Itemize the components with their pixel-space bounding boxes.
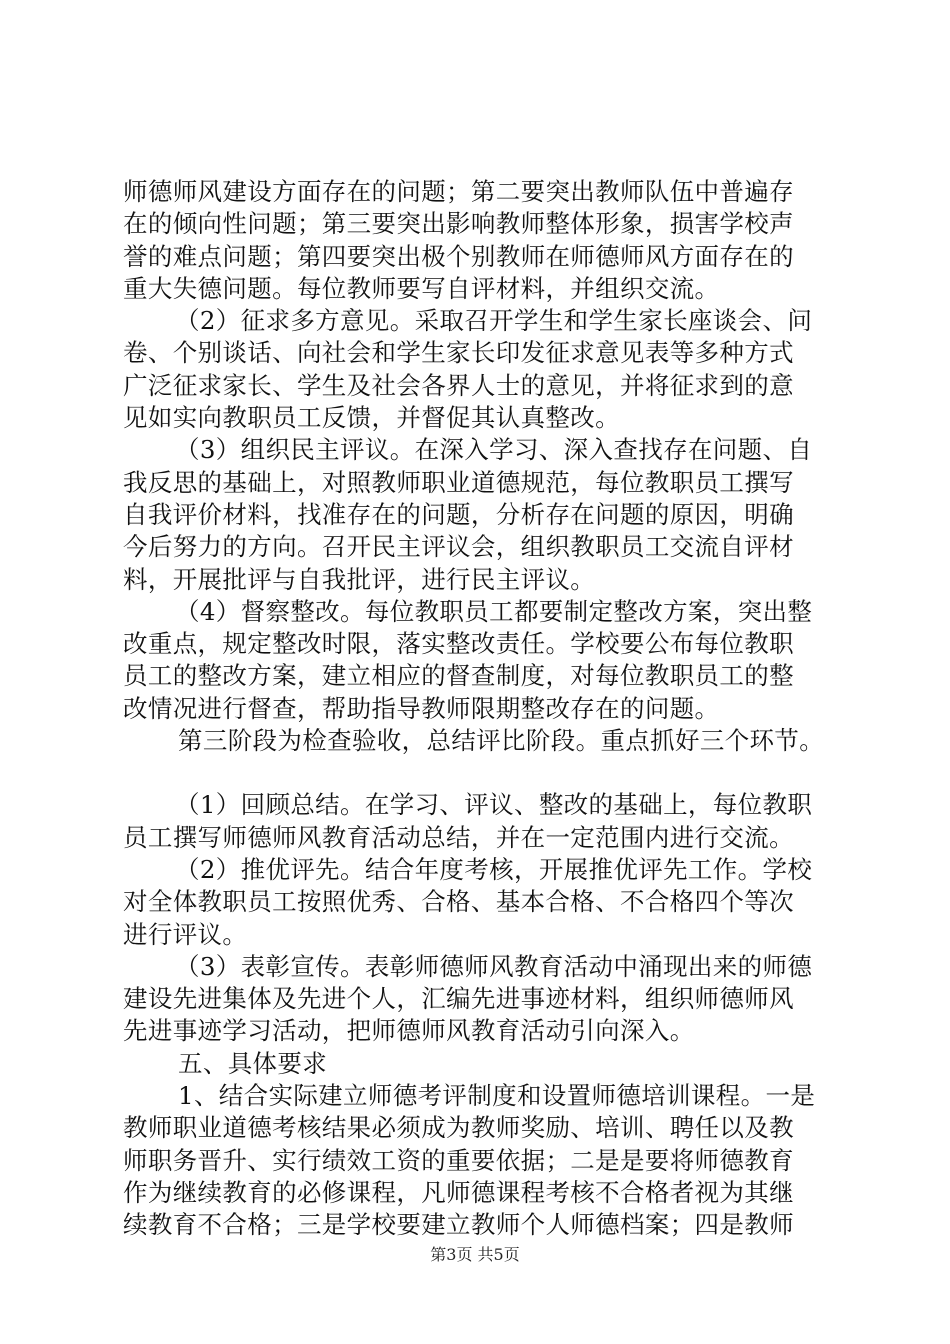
paragraph-start-line: （4）督察整改。每位教职员工都要制定整改方案，突出整 (175, 596, 813, 626)
text-line: 师职务晋升、实行绩效工资的重要依据；二是是要将师德教育 (123, 1145, 794, 1175)
text-line: 先进事迹学习活动，把师德师风教育活动引向深入。 (123, 1016, 695, 1046)
text-line: 改情况进行督查，帮助指导教师限期整改存在的问题。 (123, 693, 720, 723)
paragraph-start-line: （2）征求多方意见。采取召开学生和学生家长座谈会、问 (175, 306, 813, 336)
text-line: 广泛征求家长、学生及社会各界人士的意见，并将征求到的意 (123, 370, 794, 400)
text-line: 重大失德问题。每位教师要写自评材料，并组织交流。 (123, 273, 720, 303)
paragraph-start-line: （1）回顾总结。在学习、评议、整改的基础上，每位教职 (175, 790, 813, 820)
text-line: 续教育不合格；三是学校要建立教师个人师德档案；四是教师 (123, 1210, 794, 1240)
page-footer: 第3页 共5页 (430, 1245, 520, 1264)
text-line: 见如实向教职员工反馈，并督促其认真整改。 (123, 403, 620, 433)
text-line: 对全体教职员工按照优秀、合格、基本合格、不合格四个等次 (123, 887, 794, 917)
text-line: 自我评价材料，找准存在的问题，分析存在问题的原因，明确 (123, 499, 794, 529)
text-line: 建设先进集体及先进个人，汇编先进事迹材料，组织师德师风 (123, 984, 794, 1014)
paragraph-start-line: （2）推优评先。结合年度考核，开展推优评先工作。学校 (175, 854, 813, 884)
paragraph-start-line: （3）组织民主评议。在深入学习、深入查找存在问题、自 (175, 435, 813, 465)
text-line: 改重点，规定整改时限，落实整改责任。学校要公布每位教职 (123, 629, 794, 659)
document-body (123, 176, 843, 1242)
section-heading-stage-3: 第三阶段为检查验收，总结评比阶段。重点抓好三个环节。 (178, 726, 825, 756)
text-line: 卷、个别谈话、向社会和学生家长印发征求意见表等多种方式 (123, 338, 794, 368)
paragraph-start-line: （3）表彰宣传。表彰师德师风教育活动中涌现出来的师德 (175, 951, 813, 981)
text-line: 教师职业道德考核结果必须成为教师奖励、培训、聘任以及教 (123, 1113, 794, 1143)
text-line: 作为继续教育的必修课程，凡师德课程考核不合格者视为其继 (123, 1177, 794, 1207)
text-line: 誉的难点问题；第四要突出极个别教师在师德师风方面存在的 (123, 241, 794, 271)
text-line: 料，开展批评与自我批评，进行民主评议。 (123, 564, 596, 594)
text-line: 今后努力的方向。召开民主评议会，组织教职员工交流自评材 (123, 532, 794, 562)
text-line: 我反思的基础上，对照教师职业道德规范，每位教职员工撰写 (123, 467, 794, 497)
paragraph-start-line: 1、结合实际建立师德考评制度和设置师德培训课程。一是 (178, 1081, 816, 1111)
text-line: 进行评议。 (123, 919, 248, 949)
text-line: 在的倾向性问题；第三要突出影响教师整体形象，损害学校声 (123, 209, 794, 239)
section-heading-requirements: 五、具体要求 (178, 1048, 328, 1078)
text-line: 员工撰写师德师风教育活动总结，并在一定范围内进行交流。 (123, 822, 794, 852)
blank-line (123, 757, 843, 789)
text-line: 员工的整改方案，建立相应的督查制度，对每位教职员工的整 (123, 661, 794, 691)
text-line: 师德师风建设方面存在的问题；第二要突出教师队伍中普遍存 (123, 177, 794, 206)
